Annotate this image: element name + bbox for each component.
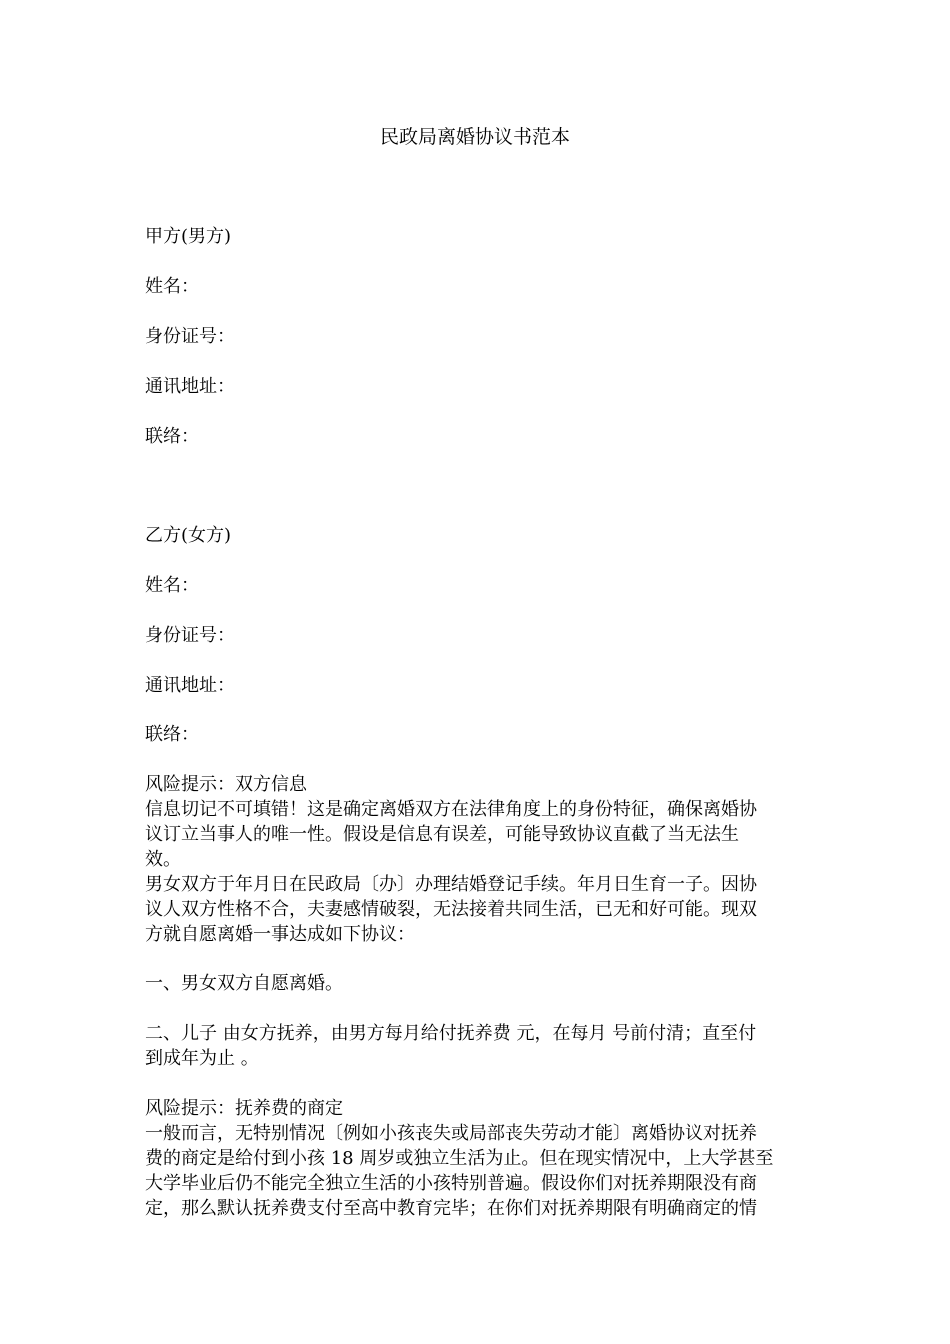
clause-two bbox=[145, 1021, 805, 1071]
document-title: 民政局离婚协议书范本 bbox=[379, 126, 570, 148]
paragraph-line: 费的商定是给付到小孩 18 周岁或独立生活为止。但在现实情况中，上大学甚至 bbox=[145, 1148, 774, 1169]
risk-note-heading: 风险提示：双方信息 bbox=[145, 774, 307, 795]
paragraph-line: 议订立当事人的唯一性。假设是信息有误差，可能导致协议直截了当无法生 bbox=[145, 824, 739, 845]
paragraph-line: 男女双方于年月日在民政局〔办〕办理结婚登记手续。年月日生育一子。因协 bbox=[145, 874, 757, 895]
paragraph-line: 议人双方性格不合，夫妻感情破裂，无法接着共同生活，已无和好可能。现双 bbox=[145, 899, 757, 920]
paragraph-line: 定，那么默认抚养费支付至高中教育完毕；在你们对抚养期限有明确商定的情 bbox=[145, 1198, 757, 1219]
party-a-heading: 甲方(男方) bbox=[145, 226, 232, 247]
risk-note-party-info bbox=[145, 772, 805, 872]
paragraph-line: 方就自愿离婚一事达成如下协议： bbox=[145, 924, 415, 945]
party-a-id-label: 身份证号： bbox=[145, 326, 235, 347]
paragraph-line: 二、儿子 由女方抚养，由男方每月给付抚养费 元，在每月 号前付清；直至付 bbox=[145, 1023, 757, 1044]
party-a-contact-label: 联络： bbox=[145, 426, 199, 447]
party-b-id-label: 身份证号： bbox=[145, 625, 235, 646]
risk-note-child-support bbox=[145, 1096, 805, 1221]
paragraph-line: 大学毕业后仍不能完全独立生活的小孩特别普遍。假设你们对抚养期限没有商 bbox=[145, 1173, 757, 1194]
paragraph-line: 效。 bbox=[145, 849, 181, 870]
paragraph-line: 一般而言，无特别情况〔例如小孩丧失或局部丧失劳动才能〕离婚协议对抚养 bbox=[145, 1123, 757, 1144]
clause-one: 一、男女双方自愿离婚。 bbox=[145, 973, 343, 994]
paragraph-line: 到成年为止 。 bbox=[145, 1048, 259, 1069]
party-a-name-label: 姓名： bbox=[145, 276, 199, 297]
party-b-contact-label: 联络： bbox=[145, 724, 199, 745]
party-b-heading: 乙方(女方) bbox=[145, 525, 232, 546]
risk-note-heading: 风险提示：抚养费的商定 bbox=[145, 1098, 343, 1119]
party-a-address-label: 通讯地址： bbox=[145, 376, 235, 397]
party-b-name-label: 姓名： bbox=[145, 575, 199, 596]
party-b-address-label: 通讯地址： bbox=[145, 675, 235, 696]
intro-paragraph bbox=[145, 872, 805, 947]
paragraph-line: 信息切记不可填错！这是确定离婚双方在法律角度上的身份特征，确保离婚协 bbox=[145, 799, 757, 820]
